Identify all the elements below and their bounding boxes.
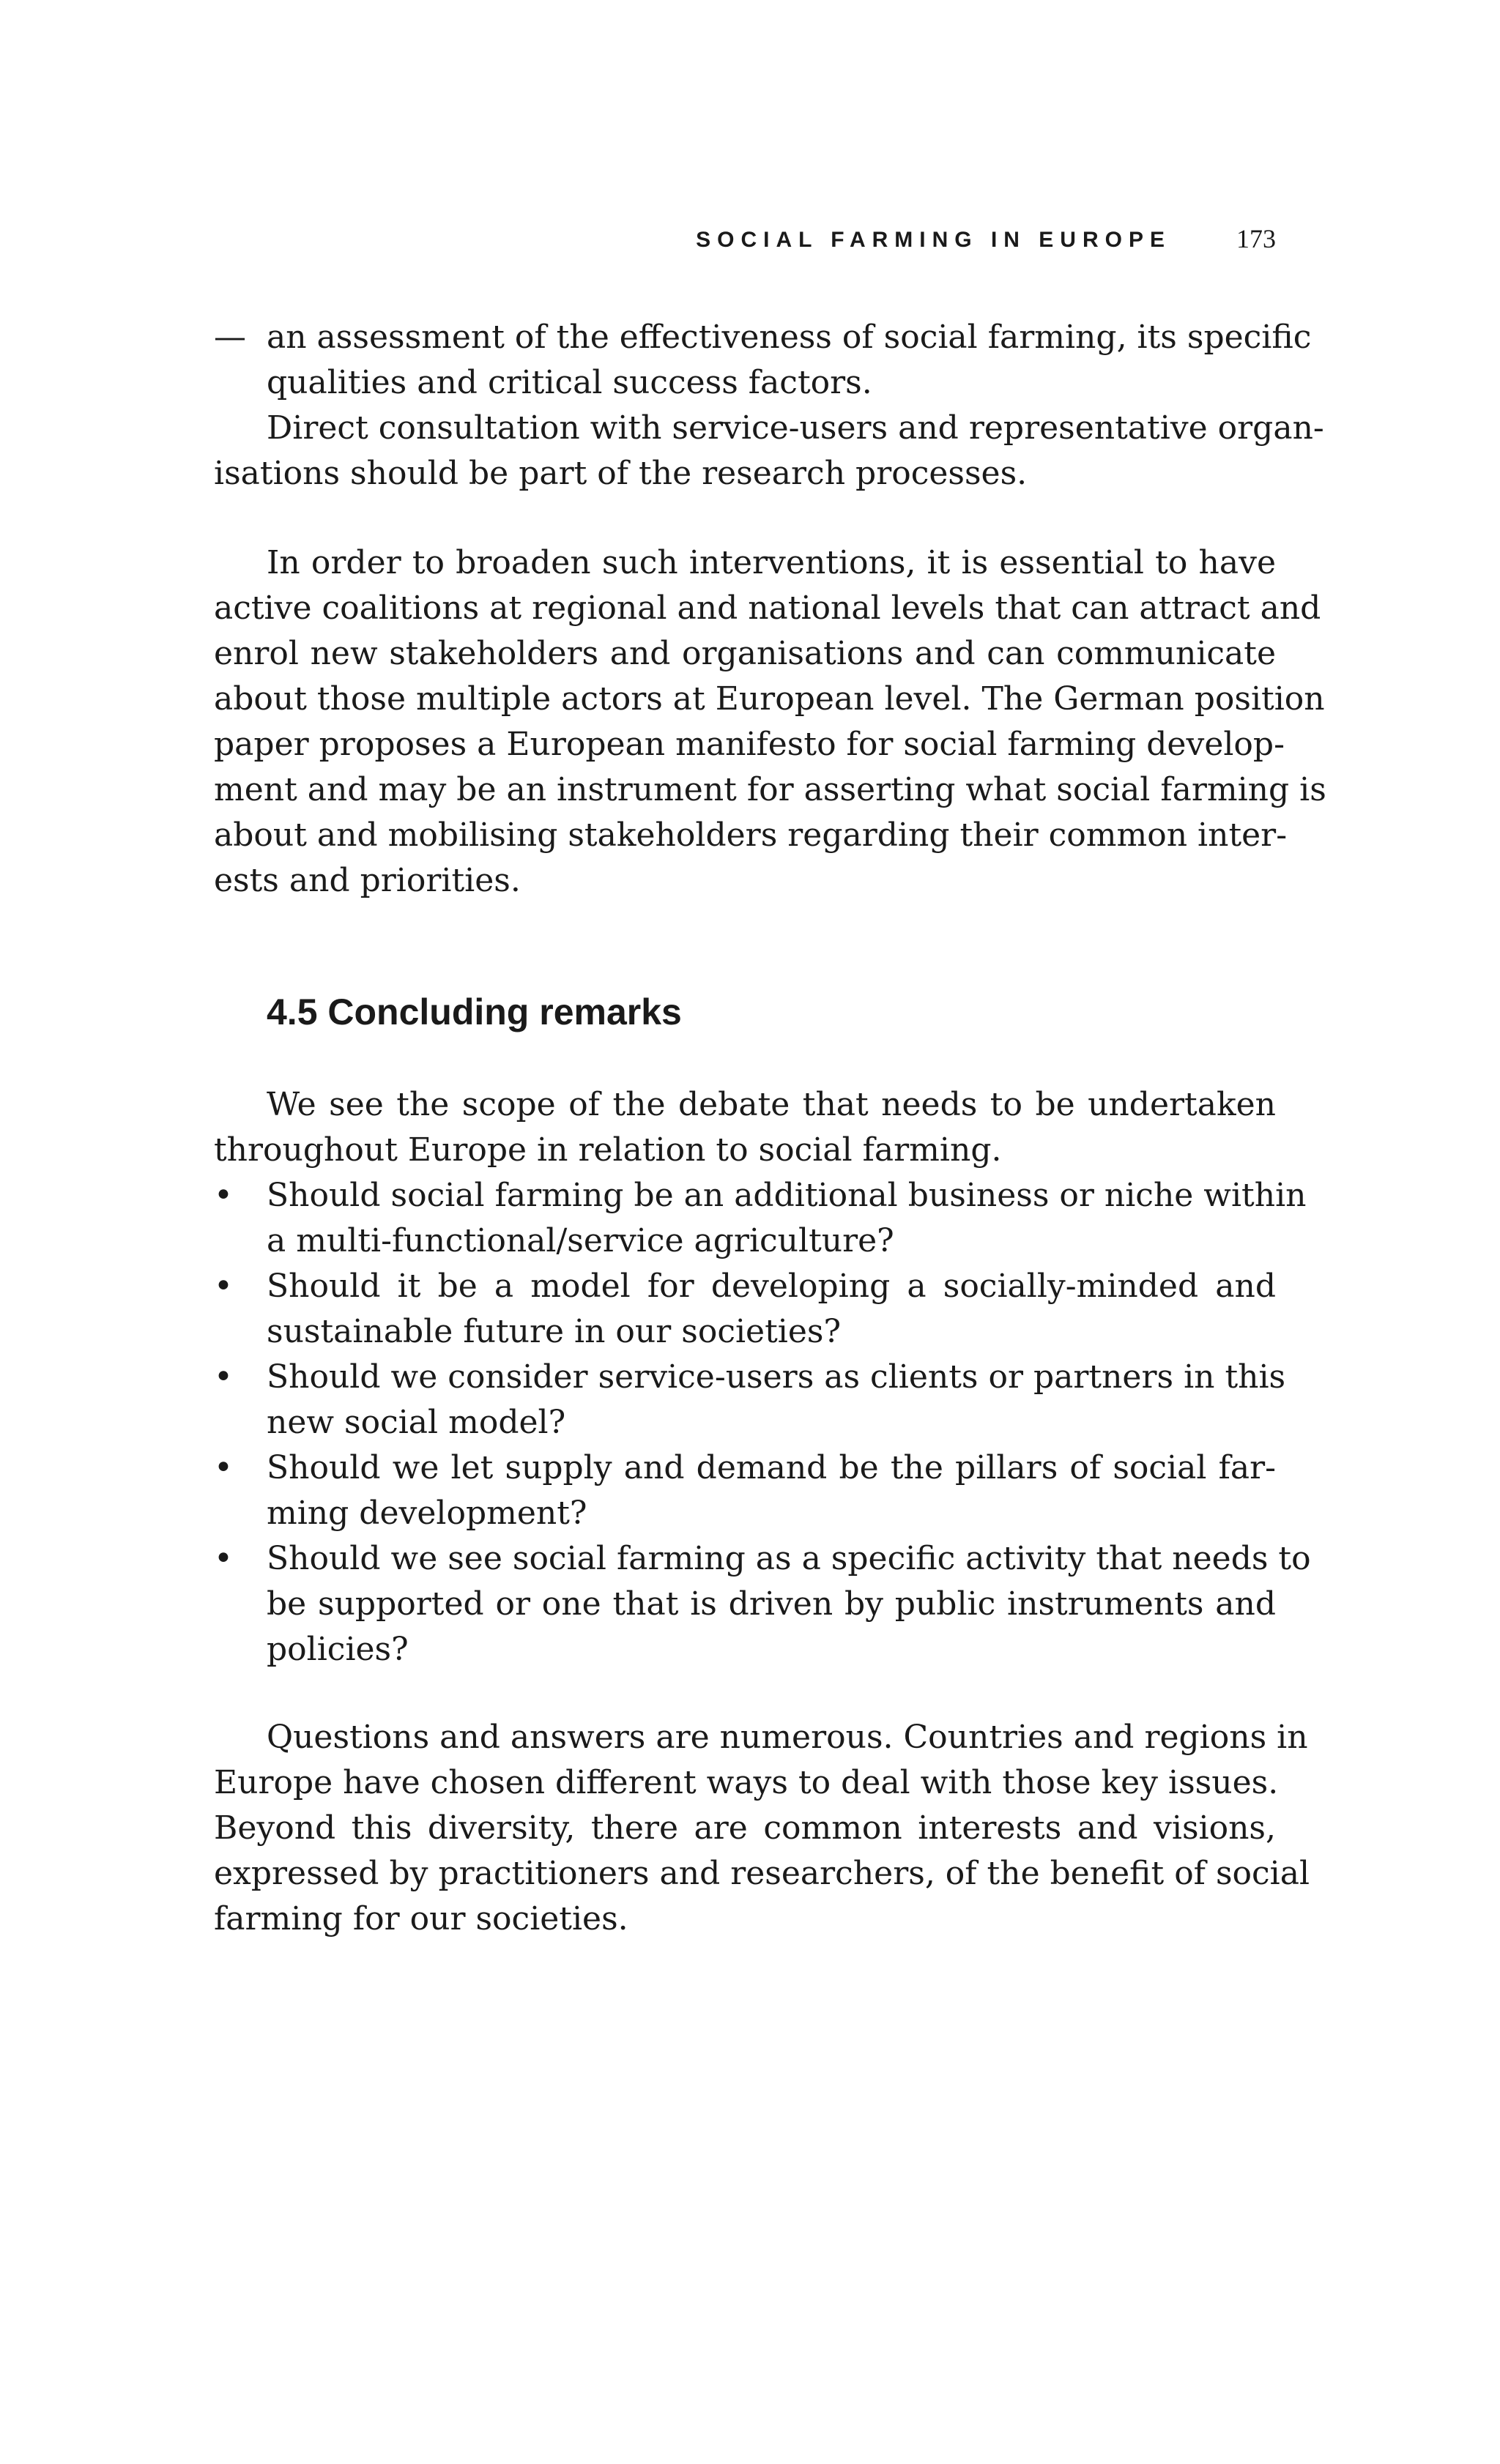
bullet-marker: • [214,1540,233,1577]
list-item [214,1445,1276,1536]
list-item [214,1264,1276,1355]
page-number: 173 [1236,224,1276,253]
text-line: about and mobilising stakeholders regarding their common inter- [214,816,1288,854]
section-heading: 4.5 Concluding remarks [267,991,682,1032]
text-line: enrol new stakeholders and organisations and can communicate [214,635,1276,672]
text-line: In order to broaden such interventions, it is essential to have [267,544,1276,581]
text-line: active coalitions at regional and national levels that can attract and [214,589,1321,627]
consultation-paragraph [214,406,1324,496]
text-line: isations should be part of the research processes. [214,455,1028,492]
running-head: SOCIAL FARMING IN EUROPE [696,228,1171,252]
list-item [214,1173,1307,1264]
text-line: Direct consultation with service-users and representative organ- [267,409,1324,447]
closing-paragraph [214,1715,1310,1942]
research-list-continuation [214,315,1324,496]
text-line: expressed by practitioners and researchers, of the benefit of social [214,1855,1310,1892]
text-line: ment and may be an instrument for asserting what social farming is [214,771,1326,808]
page-header [214,224,1276,253]
em-dash-marker: — [214,319,246,356]
bullet-marker: • [214,1358,233,1396]
debate-paragraph [214,1082,1276,1173]
list-item [214,1355,1286,1445]
text-line: be supported or one that is driven by public instruments and [267,1585,1276,1623]
text-line: Should we see social farming as a specific activity that needs to [267,1540,1311,1577]
text-line: Questions and answers are numerous. Countries and regions in [267,1719,1308,1756]
text-line: new social model? [267,1404,566,1441]
bullet-marker: • [214,1449,233,1486]
text-line: Beyond this diversity, there are common interests and visions, [214,1809,1276,1847]
text-line: an assessment of the effectiveness of social farming, its specific [267,319,1312,356]
bullet-marker: • [214,1268,233,1305]
text-line: farming for our societies. [214,1900,628,1938]
text-line: qualities and critical success factors. [267,364,872,401]
text-line: sustainable future in our societies? [267,1313,842,1350]
text-line: Should it be a model for developing a socially-minded and [267,1268,1276,1305]
list-item [214,1536,1311,1672]
text-line: Should we consider service-users as clients or partners in this [267,1358,1286,1396]
text-line: We see the scope of the debate that needs to be undertaken [267,1086,1276,1123]
questions-list [214,1173,1311,1672]
text-line: Europe have chosen different ways to deal with those key issues. [214,1764,1279,1801]
text-line: a multi-functional/service agriculture? [267,1222,894,1259]
coalitions-paragraph [214,540,1326,904]
text-line: ming development? [267,1495,587,1532]
text-line: ests and priorities. [214,862,521,899]
dash-list-item [214,315,1312,406]
text-line: Should social farming be an additional business or niche within [267,1177,1307,1214]
bullet-marker: • [214,1177,233,1214]
text-line: about those multiple actors at European level. The German position [214,680,1325,718]
text-line: throughout Europe in relation to social farming. [214,1131,1002,1169]
text-line: policies? [267,1631,409,1668]
text-line: Should we let supply and demand be the pillars of social far- [267,1449,1276,1486]
text-line: paper proposes a European manifesto for social farming develop- [214,726,1285,763]
